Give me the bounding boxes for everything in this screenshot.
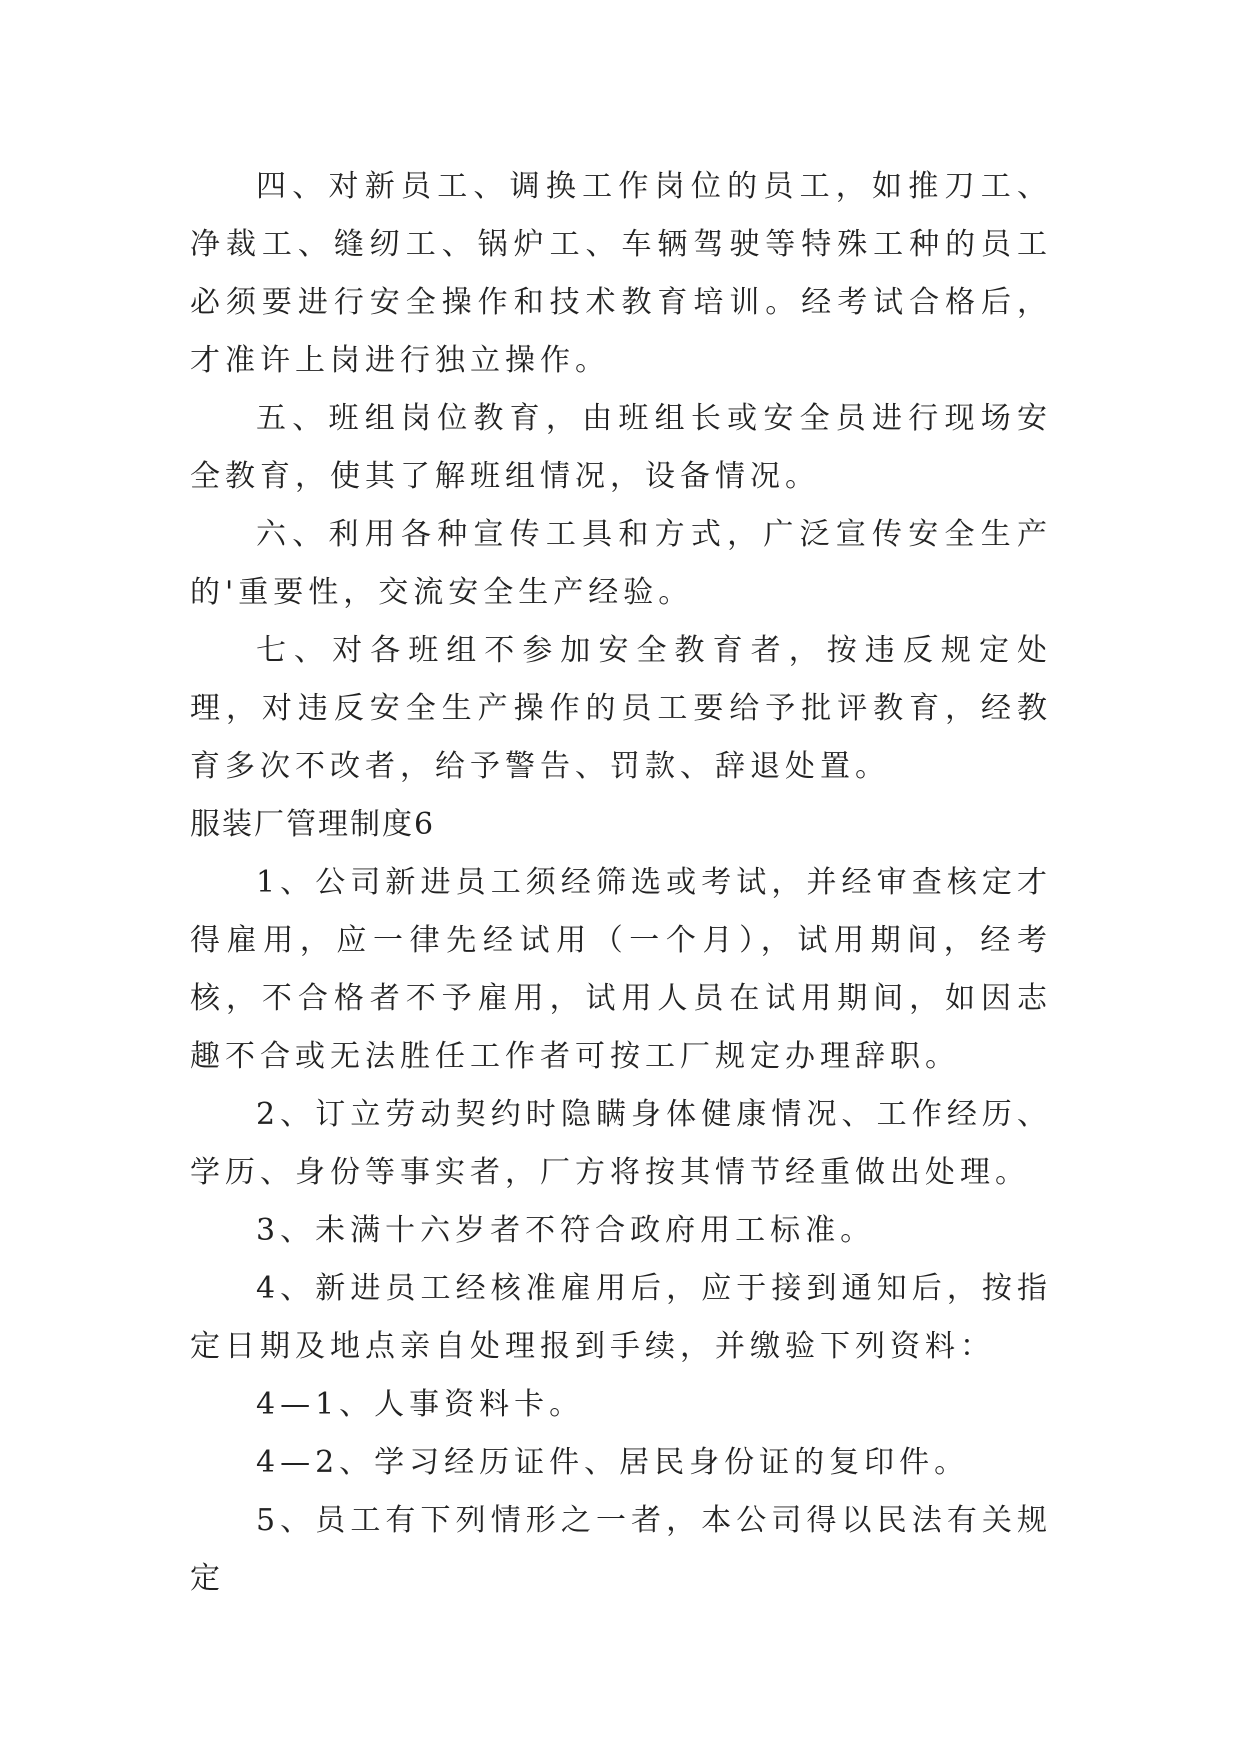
paragraph-4: 四、对新员工、调换工作岗位的员工，如推刀工、净裁工、缝纫工、锅炉工、车辆驾驶等特殊工种的员工必须要进行安全操作和技术教育培训。经考试合格后，才准许上岗进行独立操作。	[190, 169, 1052, 378]
section-paragraph-4: 4、新进员工经核准雇用后，应于接到通知后，按指定日期及地点亲自处理报到手续，并缴验下列资料：	[190, 1271, 1052, 1364]
section-paragraph-1: 1、公司新进员工须经筛选或考试，并经审查核定才得雇用，应一律先经试用（一个月），试用期间，经考核，不合格者不予雇用，试用人员在试用期间，如因志趣不合或无法胜任工作者可按工厂规定办理辞职。	[190, 865, 1052, 1074]
section-paragraph-3: 3、未满十六岁者不符合政府用工标准。	[256, 1213, 876, 1248]
section-paragraph-4-2: 4—2、学习经历证件、居民身份证的复印件。	[256, 1445, 970, 1480]
section-paragraph-5: 5、员工有下列情形之一者，本公司得以民法有关规定	[190, 1503, 1052, 1596]
section-heading: 服装厂管理制度6	[190, 807, 436, 842]
paragraph-6: 六、利用各种宣传工具和方式，广泛宣传安全生产的'重要性，交流安全生产经验。	[190, 517, 1052, 610]
document-body	[190, 158, 1052, 1608]
paragraph-7: 七、对各班组不参加安全教育者，按违反规定处理，对违反安全生产操作的员工要给予批评教育，经教育多次不改者，给予警告、罚款、辞退处置。	[190, 633, 1052, 784]
section-paragraph-4-1: 4—1、人事资料卡。	[256, 1387, 585, 1422]
section-paragraph-2: 2、订立劳动契约时隐瞒身体健康情况、工作经历、学历、身份等事实者，厂方将按其情节经重做出处理。	[190, 1097, 1052, 1190]
paragraph-5: 五、班组岗位教育，由班组长或安全员进行现场安全教育，使其了解班组情况，设备情况。	[190, 401, 1052, 494]
